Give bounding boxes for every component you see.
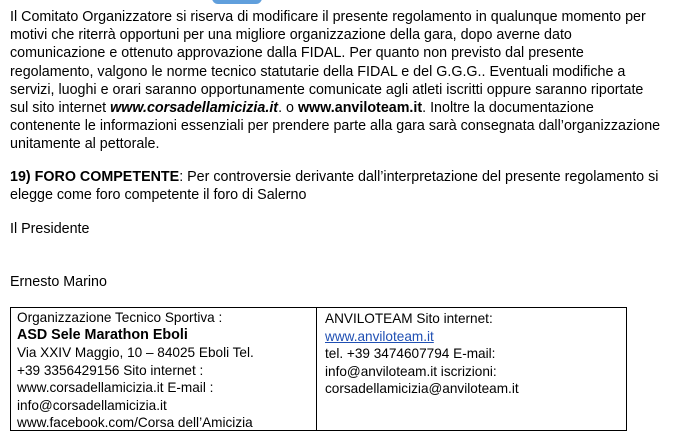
anviloteam-phone: tel. +39 3474607794 E-mail: (325, 346, 496, 361)
clipped-heading-fragment (212, 0, 262, 4)
organizer-name: ASD Sele Marathon Eboli (17, 326, 188, 343)
organizer-cell (11, 308, 317, 430)
anviloteam-label: ANVILOTEAM Sito internet: (325, 311, 493, 326)
organizer-email: info@corsadellamicizia.it (17, 397, 167, 413)
organizer-address: Via XXIV Maggio, 10 – 84025 Eboli Tel. (17, 345, 254, 360)
organizer-facebook: www.facebook.com/Corsa dell’Amicizia (17, 415, 253, 430)
organizer-website: www.corsadellamicizia.it E-mail : (17, 380, 214, 395)
organizer-phone: +39 3356429156 Sito internet : (17, 362, 204, 378)
anviloteam-cell (317, 308, 626, 430)
paragraph-text-mid: . o (278, 100, 298, 117)
president-label: Il Presidente (10, 221, 90, 237)
anviloteam-website-link[interactable]: www.anviloteam.it (325, 328, 434, 344)
top-clipped-heading (0, 0, 680, 6)
regulation-paragraph (10, 8, 665, 154)
anviloteam-email: info@anviloteam.it iscrizioni: (325, 363, 497, 379)
foro-competente-paragraph (10, 168, 665, 204)
organizer-label: Organizzazione Tecnico Sportiva : (17, 310, 223, 325)
website-corsa-link: www.corsadellamicizia.it (110, 100, 279, 117)
website-anviloteam-link: www.anviloteam.it (297, 100, 423, 117)
section-text: : Per controversie derivante dall’interpretazione del presente regolamento si elegge come foro competente il foro di Salerno (10, 169, 659, 204)
paragraph-text-start: Il Comitato Organizzatore si riserva di modificare il presente regolamento in qualunque momento per motivi che riterrà opportuni per una migliore organizzazione della gara, dopo averne dato comunicazione e ottenuto approvazione dalla FIDAL. Per quanto non previsto dal presente regolamento, valgono le norme tecnico statutarie della FIDAL e del G.G.G.. Eventuali modifiche a servizi, luoghi e orari saranno opportunamente comunicate agli atleti iscritti oppure saranno riportate sul sito internet (10, 9, 646, 117)
section-heading: 19) FORO COMPETENTE (10, 169, 180, 185)
paragraph-text-end: . Inoltre la documentazione contenente le informazioni essenziali per prendere parte alla gara sarà consegnata dall’organizzazione unitamente al pettorale. (10, 100, 661, 153)
contact-table (10, 307, 627, 431)
president-name: Ernesto Marino (10, 274, 107, 290)
anviloteam-registration-email: corsadellamicizia@anviloteam.it (325, 381, 519, 396)
